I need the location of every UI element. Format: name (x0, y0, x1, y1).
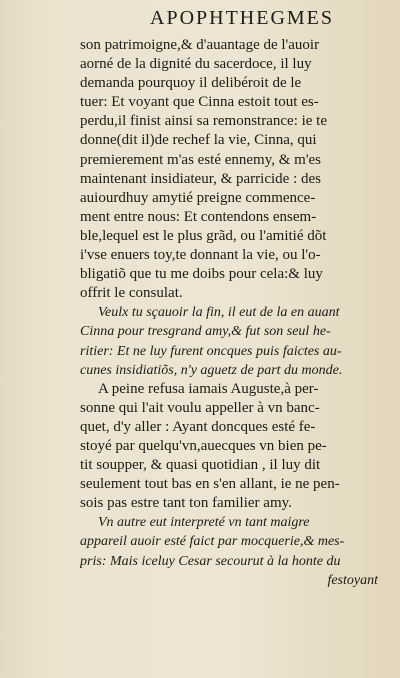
text-line: offrit le consulat. (80, 285, 183, 302)
text-line: son patrimoigne,& d'auantage de l'auoir (80, 37, 320, 53)
text-line: tit soupper, & quasi quotidian , il luy dit (80, 457, 321, 474)
text-line: bligatiõ que tu me doibs pour cela:& luy (80, 266, 323, 283)
text-line: seulement tout bas en s'en allant, ie ne pen- (80, 476, 340, 493)
text-line: ble,lequel est le plus grãd, ou l'amitié dõt (80, 227, 327, 244)
italic-line: pris: Mais iceluy Cesar secourut à la honte du (80, 553, 341, 569)
text-line: perdu,il finist ainsi sa remonstrance: ie te (80, 113, 328, 130)
text-line: sonne qui l'ait voulu appeller à vn banc- (80, 399, 320, 416)
text-line: i'vse enuers toy,te donnant la vie, ou l'o- (80, 247, 321, 264)
text-line: A peine refusa iamais Auguste,à per- (98, 380, 319, 397)
text-line: auiourdhuy amytié preigne commence- (80, 189, 316, 206)
catchword: festoyant (327, 572, 378, 588)
text-line: donne(dit il)de rechef la vie, Cinna, qui (80, 132, 317, 149)
text-line: quet, d'y aller : Ayant doncques esté fe- (80, 418, 316, 435)
text-line: tuer: Et voyant que Cinna estoit tout es- (80, 94, 319, 111)
text-line: ment entre nous: Et contendons ensem- (80, 208, 317, 225)
text-line: maintenant insidiateur, & parricide : des (80, 170, 321, 187)
italic-line: appareil auoir esté faict par mocquerie,& mes- (80, 534, 345, 550)
running-title: APOPHTHEGMES (150, 7, 335, 29)
text-line: sois pas estre tant ton familier amy. (80, 495, 292, 512)
italic-line: Veulx tu sçauoir la fin, il eut de la en auant (98, 305, 340, 321)
italic-line: ritier: Et ne luy furent oncques puis faictes au- (80, 343, 342, 359)
page-body (80, 36, 390, 678)
text-line: stoyé par quelqu'vn,auecques vn bien pe- (80, 437, 327, 454)
text-line: aorné de la dignité du sacerdoce, il luy (80, 56, 312, 73)
italic-line: cunes insidiatiõs, n'y aguetz de part du monde. (80, 362, 343, 378)
italic-line: Vn autre eut interpreté vn tant maigre (98, 515, 310, 531)
text-line: demanda pourquoy il delibéroit de le (80, 75, 302, 92)
italic-line: Cinna pour tresgrand amy,& fut son seul he- (80, 324, 331, 340)
text-line: premierement m'as esté ennemy, & m'es (80, 151, 322, 168)
